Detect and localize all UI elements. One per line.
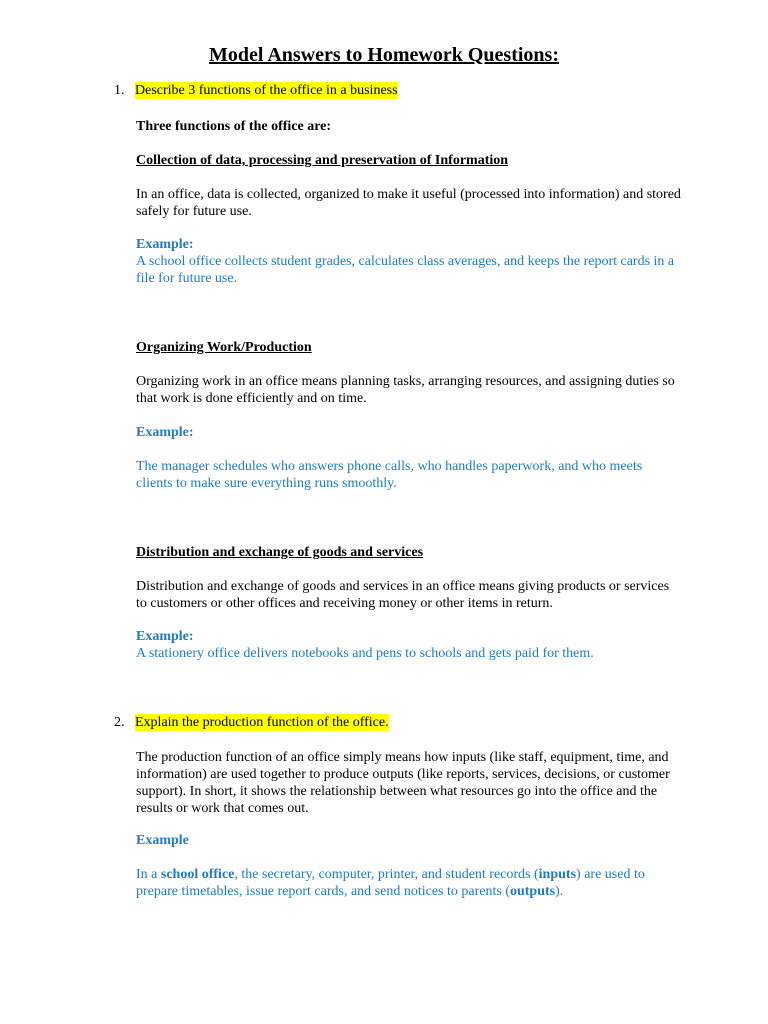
example-emphasis: outputs bbox=[509, 884, 556, 899]
function-description: Distribution and exchange of goods and services in an office means giving products or services to customers or other offices and receiving money or other items in return. bbox=[136, 579, 670, 611]
example-label: Example: bbox=[136, 237, 194, 252]
example-text-part: ) are used to prepare timetables, issue report cards, and send notices to parents ( bbox=[136, 867, 645, 899]
example-text bbox=[136, 866, 681, 900]
function-description: In an office, data is collected, organized to make it useful (processed into information) and stored safely for future use. bbox=[136, 187, 681, 219]
example-label: Example: bbox=[136, 425, 194, 440]
example-emphasis: school office bbox=[160, 867, 235, 882]
functions-intro: Three functions of the office are: bbox=[136, 119, 332, 134]
example-label: Example: bbox=[136, 629, 194, 644]
question-number: 1. bbox=[114, 83, 125, 98]
example-text-part: In a bbox=[136, 867, 161, 882]
example-text-part: , the secretary, computer, printer, and student records ( bbox=[234, 867, 539, 882]
page-title: Model Answers to Homework Questions: bbox=[209, 44, 559, 66]
function-heading: Collection of data, processing and preservation of Information bbox=[136, 153, 509, 168]
question-number: 2. bbox=[114, 715, 125, 730]
example-emphasis: inputs bbox=[538, 867, 577, 882]
function-heading: Organizing Work/Production bbox=[136, 340, 312, 355]
example-label: Example bbox=[136, 833, 189, 848]
example-text: A stationery office delivers notebooks and pens to schools and gets paid for them. bbox=[136, 646, 594, 661]
example-text-part: ). bbox=[555, 884, 564, 899]
example-text: A school office collects student grades, calculates class averages, and keeps the report cards in a file for future use. bbox=[136, 254, 675, 286]
question-text-highlighted: Explain the production function of the office. bbox=[135, 715, 389, 730]
production-function-description: The production function of an office simply means how inputs (like staff, equipment, time, and information) are used together to produce outputs (like reports, services, decisions, or customer support). In short, it shows the relationship between what resources go into the office and the results or work that comes out. bbox=[136, 750, 670, 816]
function-description: Organizing work in an office means planning tasks, arranging resources, and assigning duties so that work is done efficiently and on time. bbox=[136, 374, 675, 406]
example-text: The manager schedules who answers phone calls, who handles paperwork, and who meets clients to make sure everything runs smoothly. bbox=[136, 459, 643, 491]
question-text-highlighted: Describe 3 functions of the office in a business bbox=[135, 83, 398, 98]
function-heading: Distribution and exchange of goods and services bbox=[136, 545, 424, 560]
